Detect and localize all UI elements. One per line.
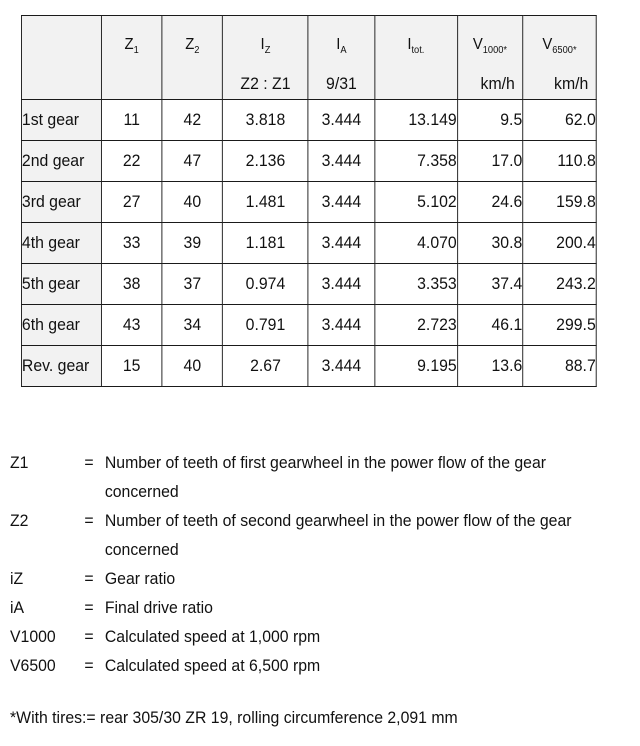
v6500-cell: 110.8 — [523, 141, 596, 182]
z2-cell: 42 — [162, 100, 223, 141]
header-v6500-sub: 6500* — [552, 45, 577, 57]
table-row — [21, 182, 596, 223]
header-itot — [375, 16, 458, 100]
header-iz-sub: Z — [264, 45, 271, 57]
ia-cell: 3.444 — [308, 100, 374, 141]
legend-equals: = — [84, 453, 94, 472]
z1-cell: 11 — [101, 100, 162, 141]
legend-description: Number of teeth of first gearwheel in the power flow of the gear — [104, 453, 547, 472]
z1-cell: 38 — [101, 264, 162, 305]
table-row — [21, 305, 596, 346]
itot-cell: 7.358 — [375, 141, 458, 182]
legend-description: concerned — [104, 482, 179, 501]
table-header-row — [21, 16, 596, 100]
z2-cell: 34 — [162, 305, 223, 346]
table-row — [21, 100, 596, 141]
header-gear — [21, 16, 101, 100]
legend-item — [10, 535, 628, 564]
gear-ratio-table — [21, 15, 597, 387]
header-v1000-unit: km/h — [480, 74, 515, 93]
footnote: *With tires:= rear 305/30 ZR 19, rolling circumference 2,091 mm — [10, 708, 458, 727]
z1-cell: 27 — [101, 182, 162, 223]
v1000-cell: 9.5 — [457, 100, 523, 141]
v6500-cell: 62.0 — [523, 100, 596, 141]
legend-item — [10, 593, 628, 622]
legend-key — [10, 535, 84, 564]
legend-item — [10, 477, 628, 506]
gear-label: 1st gear — [21, 100, 101, 141]
itot-cell: 13.149 — [375, 100, 458, 141]
header-z2-symbol: Z — [185, 36, 195, 53]
ia-cell: 3.444 — [308, 346, 374, 387]
ia-cell: 3.444 — [308, 305, 374, 346]
legend-key: iA — [10, 598, 25, 617]
legend-equals: = — [84, 511, 94, 530]
legend-description: Final drive ratio — [104, 598, 213, 617]
header-itot-symbol: I — [407, 36, 412, 53]
table-row — [21, 141, 596, 182]
header-itot-sub: tot. — [411, 45, 425, 57]
header-ia-symbol: I — [336, 36, 341, 53]
z1-cell: 15 — [101, 346, 162, 387]
header-z1-symbol: Z — [124, 36, 134, 53]
legend-description: Gear ratio — [104, 569, 176, 588]
legend-item — [10, 564, 628, 593]
legend-equals: = — [84, 656, 94, 675]
header-v1000-symbol: V — [472, 36, 483, 53]
header-iz — [223, 16, 309, 100]
z1-cell: 22 — [101, 141, 162, 182]
gear-label: 6th gear — [21, 305, 101, 346]
v6500-cell: 243.2 — [523, 264, 596, 305]
legend-item — [10, 651, 628, 680]
header-z2-sub: 2 — [194, 45, 200, 57]
table-row — [21, 264, 596, 305]
gear-label: 5th gear — [21, 264, 101, 305]
header-z1-sub: 1 — [133, 45, 139, 57]
itot-cell: 5.102 — [375, 182, 458, 223]
legend-equals — [84, 535, 104, 564]
legend-item — [10, 622, 628, 651]
legend — [10, 448, 628, 680]
header-z2 — [162, 16, 223, 100]
v6500-cell: 159.8 — [523, 182, 596, 223]
v1000-cell: 46.1 — [457, 305, 523, 346]
header-v6500-unit: km/h — [554, 74, 589, 93]
iz-cell: 2.136 — [223, 141, 309, 182]
z2-cell: 39 — [162, 223, 223, 264]
v1000-cell: 37.4 — [457, 264, 523, 305]
ia-cell: 3.444 — [308, 223, 374, 264]
itot-cell: 2.723 — [375, 305, 458, 346]
iz-cell: 0.974 — [223, 264, 309, 305]
header-iz-formula: Z2 : Z1 — [240, 74, 291, 93]
header-ia — [308, 16, 374, 100]
table-row — [21, 223, 596, 264]
legend-description: Calculated speed at 1,000 rpm — [104, 627, 321, 646]
gear-label: Rev. gear — [21, 346, 101, 387]
iz-cell: 2.67 — [223, 346, 309, 387]
iz-cell: 1.481 — [223, 182, 309, 223]
v1000-cell: 24.6 — [457, 182, 523, 223]
header-v1000-sub: 1000* — [482, 45, 508, 57]
table-row — [21, 346, 596, 387]
ia-cell: 3.444 — [308, 264, 374, 305]
itot-cell: 3.353 — [375, 264, 458, 305]
ia-cell: 3.444 — [308, 182, 374, 223]
iz-cell: 1.181 — [223, 223, 309, 264]
header-iz-symbol: I — [260, 36, 265, 53]
header-v6500-symbol: V — [542, 36, 553, 53]
legend-equals — [84, 477, 104, 506]
z1-cell: 33 — [101, 223, 162, 264]
legend-key: iZ — [10, 569, 24, 588]
legend-description: Number of teeth of second gearwheel in the power flow of the gear — [104, 511, 572, 530]
legend-item — [10, 506, 628, 535]
v1000-cell: 13.6 — [457, 346, 523, 387]
header-v1000 — [457, 16, 523, 100]
v6500-cell: 88.7 — [523, 346, 596, 387]
legend-equals: = — [84, 569, 94, 588]
v6500-cell: 299.5 — [523, 305, 596, 346]
legend-description: Calculated speed at 6,500 rpm — [104, 656, 321, 675]
legend-item — [10, 448, 628, 477]
legend-key: Z1 — [10, 453, 29, 472]
gear-label: 2nd gear — [21, 141, 101, 182]
itot-cell: 9.195 — [375, 346, 458, 387]
v1000-cell: 30.8 — [457, 223, 523, 264]
z1-cell: 43 — [101, 305, 162, 346]
legend-equals: = — [84, 627, 94, 646]
gear-label: 3rd gear — [21, 182, 101, 223]
legend-key — [10, 477, 84, 506]
header-ia-ratio: 9/31 — [326, 74, 357, 93]
z2-cell: 37 — [162, 264, 223, 305]
v1000-cell: 17.0 — [457, 141, 523, 182]
table-body — [21, 100, 596, 387]
v6500-cell: 200.4 — [523, 223, 596, 264]
z2-cell: 40 — [162, 182, 223, 223]
z2-cell: 40 — [162, 346, 223, 387]
z2-cell: 47 — [162, 141, 223, 182]
legend-key: V6500 — [10, 656, 56, 675]
legend-key: Z2 — [10, 511, 29, 530]
iz-cell: 3.818 — [223, 100, 309, 141]
gear-label: 4th gear — [21, 223, 101, 264]
legend-description: concerned — [104, 540, 179, 559]
header-v6500 — [523, 16, 596, 100]
ia-cell: 3.444 — [308, 141, 374, 182]
legend-key: V1000 — [10, 627, 56, 646]
legend-equals: = — [84, 598, 94, 617]
itot-cell: 4.070 — [375, 223, 458, 264]
header-ia-sub: A — [340, 45, 347, 57]
iz-cell: 0.791 — [223, 305, 309, 346]
header-z1 — [101, 16, 162, 100]
